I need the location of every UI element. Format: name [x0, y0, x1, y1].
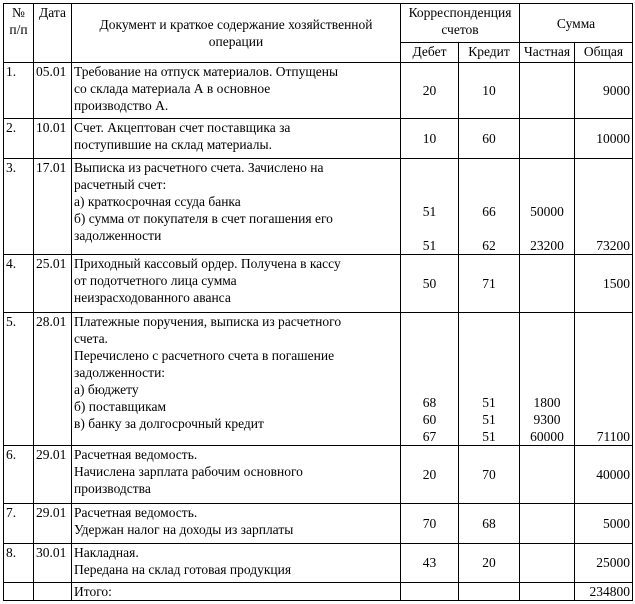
sub-spacer	[403, 220, 456, 237]
description-line: Начислена зарплата рабочим основного	[74, 464, 303, 480]
description-line: Приходный кассовый ордер. Получена в кассу	[74, 256, 341, 272]
description-line: Расчетная ведомость.	[74, 447, 198, 463]
row-description	[72, 504, 401, 544]
sub-spacer	[522, 220, 572, 237]
row-description	[72, 313, 401, 446]
row-num: 8.	[4, 544, 34, 583]
row-description	[72, 63, 401, 119]
row-partial	[520, 255, 575, 313]
description-line: а) краткосрочная ссуда банка	[74, 193, 241, 209]
row-description	[72, 118, 401, 158]
row-debit	[401, 158, 459, 255]
row-date: 25.01	[34, 255, 72, 313]
row-credit: 10	[459, 63, 520, 119]
row-total: 40000	[575, 446, 633, 504]
sub-credit: 66	[482, 204, 496, 220]
description-line: счета.	[74, 331, 108, 347]
header-partial: Частная	[520, 43, 575, 63]
sub-partial: 9300	[533, 412, 561, 428]
header-total: Общая	[575, 43, 633, 63]
footer-empty-credit	[459, 582, 520, 600]
row-date: 05.01	[34, 63, 72, 119]
row-total: 10000	[575, 118, 633, 158]
footer-total: 234800	[575, 582, 633, 600]
row-description	[72, 158, 401, 255]
header-date: Дата	[34, 4, 72, 63]
description-line: Накладная.	[74, 545, 139, 560]
row-debit: 20	[401, 446, 459, 504]
row-date: 10.01	[34, 118, 72, 158]
row-description	[72, 544, 401, 583]
row-date: 30.01	[34, 544, 72, 583]
row-debit	[401, 313, 459, 446]
row-partial	[520, 118, 575, 158]
row-credit: 71	[459, 255, 520, 313]
description-line: в) банку за долгосрочный кредит	[74, 416, 264, 432]
row-debit: 43	[401, 544, 459, 583]
footer-empty-num	[4, 582, 34, 600]
row-debit: 20	[401, 63, 459, 119]
sub-debit: 67	[422, 429, 437, 445]
row-debit: 70	[401, 504, 459, 544]
footer-empty-partial	[520, 582, 575, 600]
sub-partial: 1800	[533, 395, 561, 411]
sub-total: 71100	[596, 429, 631, 445]
row-date: 17.01	[34, 158, 72, 255]
description-line: Счет. Акцептован счет поставщика за	[74, 119, 291, 135]
row-date: 29.01	[34, 446, 72, 504]
description-line: задолженности	[74, 227, 162, 243]
footer-empty-date	[34, 582, 72, 600]
sub-partial: 23200	[530, 238, 564, 254]
table-row	[4, 544, 633, 583]
row-total: 5000	[575, 504, 633, 544]
row-total: 9000	[575, 63, 633, 119]
sub-debit: 68	[422, 395, 437, 411]
row-credit: 68	[459, 504, 520, 544]
row-credit: 20	[459, 544, 520, 583]
row-total	[575, 313, 633, 446]
sub-credit: 51	[482, 412, 496, 428]
description-line: а) бюджету	[74, 382, 139, 398]
header-num: № п/п	[4, 4, 34, 63]
row-total: 25000	[575, 544, 633, 583]
row-partial	[520, 446, 575, 504]
header-document: Документ и краткое содержание хозяйственной операции	[72, 4, 401, 63]
row-description	[72, 446, 401, 504]
sub-total: 73200	[596, 238, 631, 254]
sub-debit: 60	[422, 412, 437, 428]
header-debit: Дебет	[401, 43, 459, 63]
sub-partial: 60000	[530, 429, 564, 445]
description-line: б) поставщикам	[74, 399, 166, 415]
row-debit: 10	[401, 118, 459, 158]
description-line: производства	[74, 481, 151, 497]
description-line: неизрасходованного аванса	[74, 290, 231, 306]
row-partial	[520, 158, 575, 255]
sub-debit: 51	[422, 204, 437, 220]
description-line: со склада материала А в основное	[74, 81, 271, 96]
table-row	[4, 158, 633, 255]
header-sum: Сумма	[520, 4, 633, 43]
table-row	[4, 504, 633, 544]
total-row	[4, 582, 633, 600]
row-date: 29.01	[34, 504, 72, 544]
header-credit: Кредит	[459, 43, 520, 63]
table-row	[4, 63, 633, 119]
row-total	[575, 158, 633, 255]
sub-credit: 51	[482, 395, 496, 411]
sub-partial: 50000	[530, 204, 564, 220]
description-line: б) сумма от покупателя в счет погашения его	[74, 210, 333, 226]
row-partial	[520, 313, 575, 446]
journal-table	[3, 3, 633, 601]
table-row	[4, 313, 633, 446]
row-credit	[459, 158, 520, 255]
sub-spacer	[461, 220, 517, 237]
description-line: поступившие на склад материалы.	[74, 136, 272, 152]
row-debit: 50	[401, 255, 459, 313]
description-line: расчетный счет:	[74, 176, 167, 192]
table-row	[4, 118, 633, 158]
row-num: 6.	[4, 446, 34, 504]
description-line: Платежные поручения, выписка из расчетного	[74, 314, 342, 330]
description-line: Расчетная ведомость.	[74, 505, 198, 521]
row-credit	[459, 313, 520, 446]
description-line: задолженности:	[74, 365, 166, 381]
description-line: Требование на отпуск материалов. Отпущены	[74, 64, 339, 79]
footer-label: Итого:	[72, 582, 401, 600]
description-line: производство А.	[74, 98, 169, 113]
row-num: 4.	[4, 255, 34, 313]
row-num: 3.	[4, 158, 34, 255]
sub-credit: 51	[482, 429, 496, 445]
row-total: 1500	[575, 255, 633, 313]
row-partial	[520, 63, 575, 119]
row-date: 28.01	[34, 313, 72, 446]
row-credit: 60	[459, 118, 520, 158]
row-num: 7.	[4, 504, 34, 544]
sub-debit: 51	[422, 238, 437, 254]
row-num: 5.	[4, 313, 34, 446]
footer-empty-debit	[401, 582, 459, 600]
row-partial	[520, 504, 575, 544]
header-correspondence: Корреспонденция счетов	[401, 4, 520, 43]
description-line: Передана на склад готовая продукция	[74, 562, 292, 577]
sub-credit: 62	[482, 238, 496, 254]
description-line: Перечислено с расчетного счета в погашение	[74, 348, 335, 364]
header-row-top	[4, 4, 633, 43]
row-num: 2.	[4, 118, 34, 158]
table-row	[4, 446, 633, 504]
description-line: от подотчетного лица сумма	[74, 273, 237, 289]
row-num: 1.	[4, 63, 34, 119]
row-partial	[520, 544, 575, 583]
description-line: Удержан налог на доходы из зарплаты	[74, 522, 294, 538]
table-row	[4, 255, 633, 313]
description-line: Выписка из расчетного счета. Зачислено на	[74, 159, 324, 175]
row-description	[72, 255, 401, 313]
row-credit: 70	[459, 446, 520, 504]
